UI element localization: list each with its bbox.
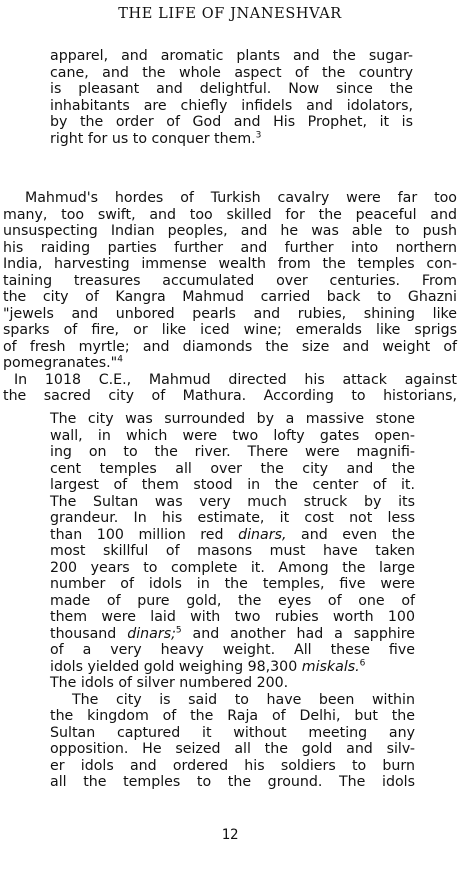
text-line: by the order of God and His Prophet, it is xyxy=(50,114,413,131)
text-line: them were laid with two rubies worth 100 xyxy=(50,609,415,625)
text-line: sparks of fire, or like iced wine; emeralds like sprigs xyxy=(3,322,457,338)
footnote-marker: 4 xyxy=(117,354,123,365)
text-line: number of idols in the temples, five were xyxy=(50,576,415,592)
text-line: inhabitants are chiefly infidels and idolators, xyxy=(50,97,413,114)
text-line: The city is said to have been within xyxy=(72,691,415,708)
text-line: the sacred city of Mathura. According to historians, xyxy=(3,388,457,404)
text-line: The Sultan was very much struck by its xyxy=(50,493,415,510)
text-line: right for us to conquer them.$^3$ xyxy=(50,130,262,147)
text-line: thousand dinars;$^5$ and another had a sapphire xyxy=(50,624,416,642)
page-number: 12 xyxy=(221,827,239,843)
text-line: India, harvesting immense wealth from the temples con- xyxy=(3,256,457,272)
text-line: "jewels and unbored pearls and rubies, shining like xyxy=(3,305,457,322)
text-line: than 100 million red dinars, and even the xyxy=(50,526,416,543)
text-line: Sultan captured it without meeting any xyxy=(50,724,415,741)
text-line: made of pure gold, the eyes of one of xyxy=(50,592,415,609)
text-line: The city was surrounded by a massive stone xyxy=(50,411,415,427)
text-line: his raiding parties further and further into northern xyxy=(3,239,457,256)
text-line: the kingdom of the Raja of Delhi, but the xyxy=(50,708,415,724)
text-line: wall, in which were two lofty gates open- xyxy=(50,427,415,444)
text-line: of fresh myrtle; and diamonds the size and weight of xyxy=(3,338,457,355)
text-line: 200 years to complete it. Among the large xyxy=(50,559,415,576)
footnote-marker: 5 xyxy=(175,624,182,635)
footnote-marker: 3 xyxy=(255,130,262,141)
text-line: apparel, and aromatic plants and the sugar- xyxy=(50,48,413,64)
text-line: all the temples to the ground. The idols xyxy=(50,774,415,790)
text-line: ing on to the river. There were magnifi- xyxy=(50,444,415,460)
text-line: largest of them stood in the center of it. xyxy=(50,477,415,493)
text-line: cent temples all over the city and the xyxy=(50,460,415,477)
text-line: er idols and ordered his soldiers to burn xyxy=(50,757,415,774)
text-line: is pleasant and delightful. Now since the xyxy=(50,81,413,98)
running-head: THE LIFE OF JNANESHVAR xyxy=(118,6,342,22)
footnote-marker: 6 xyxy=(359,657,366,668)
text-line: many, too swift, and too skilled for the peaceful and xyxy=(3,206,457,223)
text-line: most skillful of masons must have taken xyxy=(50,543,415,559)
text-line: of a very heavy weight. All these five xyxy=(50,642,415,658)
text-line: pomegranates."$^4$ xyxy=(3,354,123,371)
text-line: In 1018 C.E., Mahmud directed his attack against xyxy=(14,371,457,388)
text-line: the city of Kangra Mahmud carried back to Ghazni xyxy=(3,289,457,305)
text-line: idols yielded gold weighing 98,300 miskals.$^6$ xyxy=(50,657,366,675)
text-line: opposition. He seized all the gold and silv- xyxy=(50,741,415,757)
text-line: grandeur. In his estimate, it cost not less xyxy=(50,510,415,526)
text-line: The idols of silver numbered 200. xyxy=(50,675,289,691)
text-line: Mahmud's hordes of Turkish cavalry were far too xyxy=(25,190,457,206)
text-line: taining treasures accumulated over centuries. From xyxy=(3,272,457,289)
text-line: unsuspecting Indian peoples, and he was able to push xyxy=(3,223,457,239)
text-line: cane, and the whole aspect of the country xyxy=(50,64,413,81)
